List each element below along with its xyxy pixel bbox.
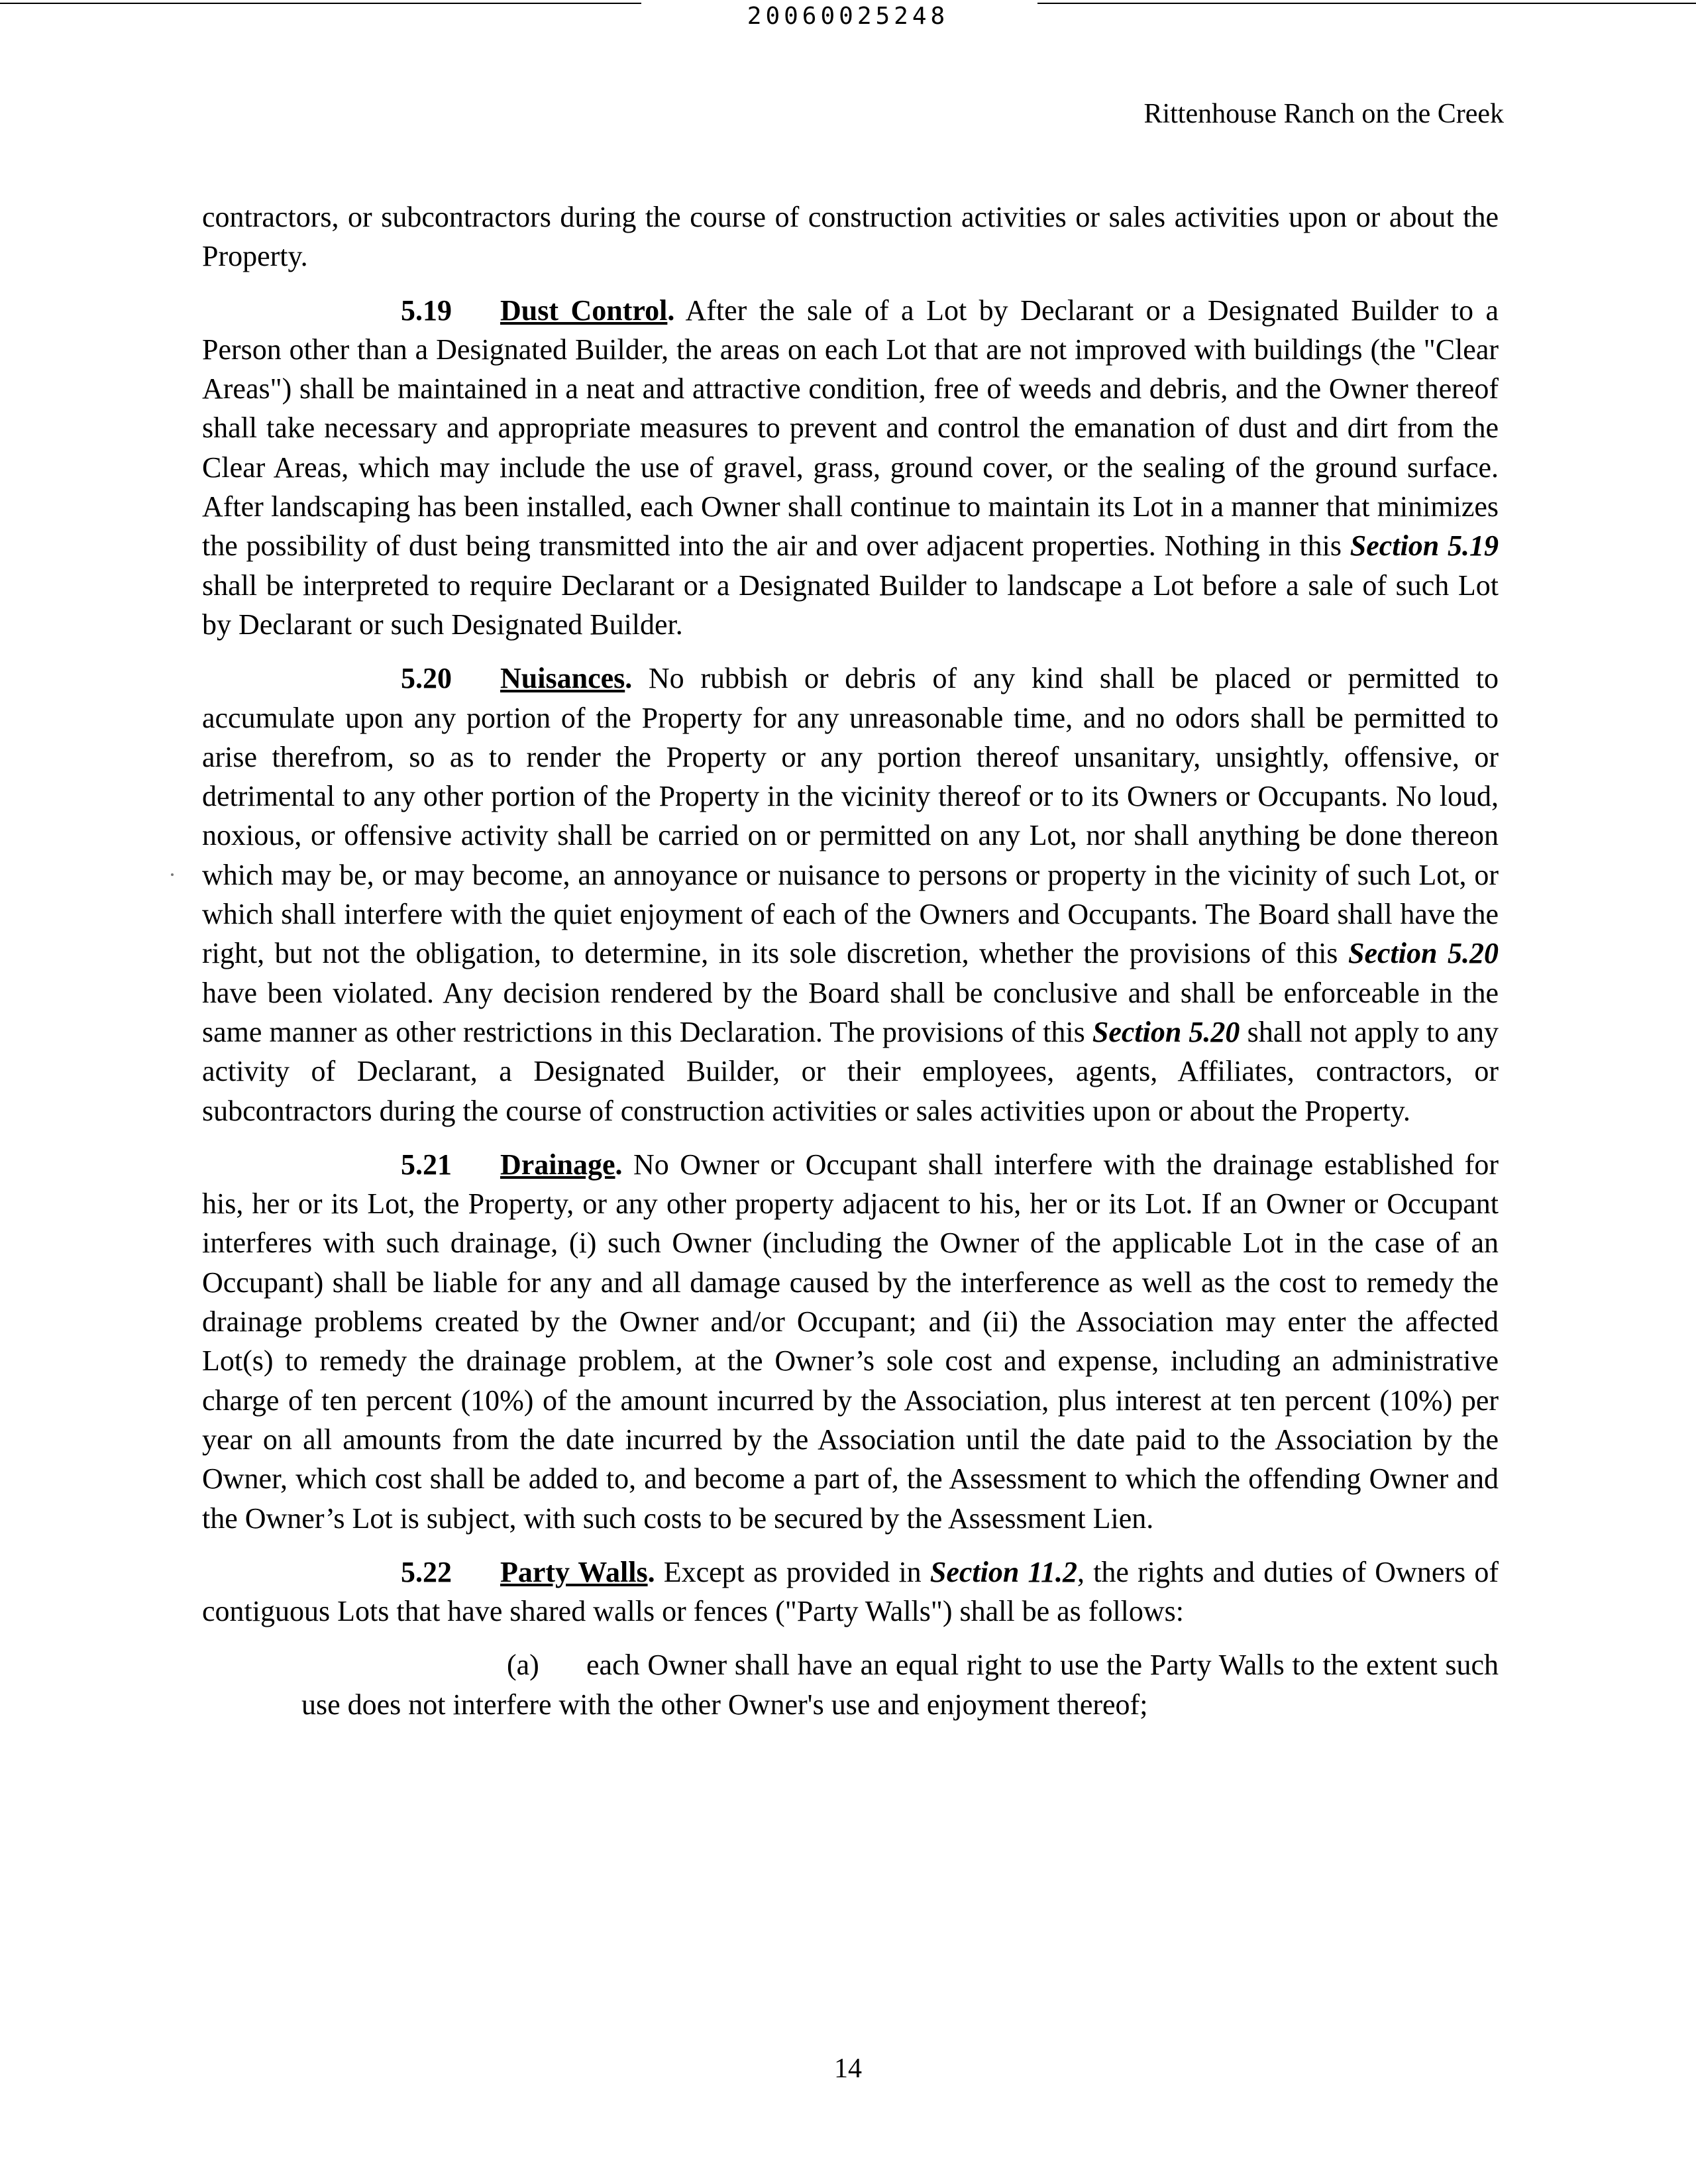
section-title: Drainage [500, 1148, 615, 1181]
section-title: Dust Control [500, 294, 668, 327]
section-number: 5.20 [401, 662, 452, 695]
running-header: Rittenhouse Ranch on the Creek [1143, 99, 1504, 129]
section-text: After the sale of a Lot by Declarant or a Designated Builder to a Person other than a Designated Builder, the areas on each Lot that are not improved with buildings (the "Clear Areas") shall be maintained in a neat and attractive condition, free of weeds and debris, and the Owner thereof shall take necessary and appropriate measures to prevent and control the emanation of dust and dirt from the Clear Areas, which may include the use of gravel, grass, ground cover, or the sealing of the ground surface. After landscaping has been installed, each Owner shall continue to maintain its Lot in a manner that minimizes the possibility of dust being transmitted into the air and over adjacent properties. Nothing in this [202, 294, 1499, 563]
section-5-21: 5.21 Drainage. No Owner or Occupant shall interfere with the drainage established for his, her or its Lot, the Property, or any other property adjacent to his, her or its Lot. If an Owner or Occupant interferes with such drainage, (i) such Owner (including the Owner of the applicable Lot in the case of an Occupant) shall be liable for any and all damage caused by the interference as well as the cost to remedy the drainage problems created by the Owner and/or Occupant; and (ii) the Association may enter the affected Lot(s) to remedy the drainage problem, at the Owner’s sole cost and expense, including an administrative charge of ten percent (10%) of the amount incurred by the Association, plus interest at ten percent (10%) per year on all amounts from the date incurred by the Association until the date paid to the Association by the Owner, which cost shall be added to, and become a part of, the Assessment to which the offending Owner and the Owner’s Lot is subject, with such costs to be secured by the Assessment Lien. [202, 1145, 1499, 1538]
subitem-a [202, 1645, 1499, 1724]
section-text: Except as provided in [655, 1555, 930, 1588]
section-5-19: 5.19 Dust Control. After the sale of a Lot by Declarant or a Designated Builder to a Person other than a Designated Builder, the areas on each Lot that are not improved with buildings (the "Clear Areas") shall be maintained in a neat and attractive condition, free of weeds and debris, and the Owner thereof shall take necessary and appropriate measures to prevent and control the emanation of dust and dirt from the Clear Areas, which may include the use of gravel, grass, ground cover, or the sealing of the ground surface. After landscaping has been installed, each Owner shall continue to maintain its Lot in a manner that minimizes the possibility of dust being transmitted into the air and over adjacent properties. Nothing in this Section 5.19 shall be interpreted to require Declarant or a Designated Builder to landscape a Lot before a sale of such Lot by Declarant or such Designated Builder. [202, 291, 1499, 645]
page-number: 14 [834, 2053, 862, 2084]
section-reference: Section 5.19 [1350, 529, 1499, 563]
page-body [202, 197, 1499, 1724]
section-text: have been violated. Any decision rendered by the Board shall be conclusive and shall be enforceable in the same manner as other restrictions in this Declaration. The provisions of this [202, 976, 1499, 1048]
section-reference: Section 11.2 [929, 1555, 1078, 1588]
section-text: No Owner or Occupant shall interfere with the drainage established for his, her or its Lot, the Property, or any other property adjacent to his, her or its Lot. If an Owner or Occupant interferes with such drainage, (i) such Owner (including the Owner of the applicable Lot in the case of an Occupant) shall be liable for any and all damage caused by the interference as well as the cost to remedy the drainage problems created by the Owner and/or Occupant; and (ii) the Association may enter the affected Lot(s) to remedy the drainage problem, at the Owner’s sole cost and expense, including an administrative charge of ten percent (10%) of the amount incurred by the Association, plus interest at ten percent (10%) per year on all amounts from the date incurred by the Association until the date paid to the Association by the Owner, which cost shall be added to, and become a part of, the Assessment to which the offending Owner and the Owner’s Lot is subject, with such costs to be secured by the Assessment Lien. [202, 1148, 1499, 1535]
section-5-22: 5.22 Party Walls. Except as provided in Section 11.2, the rights and duties of Owners of contiguous Lots that have shared walls or fences ("Party Walls") shall be as follows: [202, 1553, 1499, 1631]
section-text: shall not apply to any activity of Declarant, a Designated Builder, or their employees, agents, Affiliates, contractors, or subcontractors during the course of construction activities or sales activities upon or about the Property. [202, 1015, 1499, 1127]
continued-paragraph: contractors, or subcontractors during the course of construction activities or sales activities upon or about the Property. [202, 201, 1499, 273]
scan-mark [171, 873, 174, 876]
document-number: 20060025248 [747, 3, 949, 30]
section-text: No rubbish or debris of any kind shall be placed or permitted to accumulate upon any portion of the Property for any unreasonable time, and no odors shall be permitted to arise therefrom, so as to render the Property or any portion thereof unsanitary, unsightly, offensive, or detrimental to any other portion of the Property in the vicinity thereof or to its Owners or Occupants. No loud, noxious, or offensive activity shall be carried on or permitted on any Lot, nor shall anything be done thereon which may be, or may become, an annoyance or nuisance to persons or property in the vicinity of such Lot, or which shall interfere with the quiet enjoyment of each of the Owners and Occupants. The Board shall have the right, but not the obligation, to determine, in its sole discretion, whether the provisions of this [202, 662, 1499, 970]
subitem-text: each Owner shall have an equal right to use the Party Walls to the extent such use does not interfere with the other Owner's use and enjoyment thereof; [301, 1649, 1499, 1721]
section-number: 5.22 [401, 1555, 452, 1588]
section-title: Party Walls [500, 1555, 648, 1588]
subitem-label: (a) [507, 1649, 539, 1682]
section-reference: Section 5.20 [1348, 937, 1499, 970]
section-number: 5.19 [401, 294, 452, 327]
section-text: shall be interpreted to require Declarant or a Designated Builder to landscape a Lot before a sale of such Lot by Declarant or such Designated Builder. [202, 569, 1499, 641]
section-number: 5.21 [401, 1148, 452, 1181]
section-text: , the rights and duties of Owners of contiguous Lots that have shared walls or fences ("Party Walls") shall be as follows: [202, 1555, 1499, 1628]
section-reference: Section 5.20 [1092, 1015, 1240, 1048]
section-title: Nuisances [500, 662, 625, 695]
section-5-20: 5.20 Nuisances. No rubbish or debris of any kind shall be placed or permitted to accumulate upon any portion of the Property for any unreasonable time, and no odors shall be permitted to arise therefrom, so as to render the Property or any portion thereof unsanitary, unsightly, offensive, or detrimental to any other portion of the Property in the vicinity thereof or to its Owners or Occupants. No loud, noxious, or offensive activity shall be carried on or permitted on any Lot, nor shall anything be done thereon which may be, or may become, an annoyance or nuisance to persons or property in the vicinity of such Lot, or which shall interfere with the quiet enjoyment of each of the Owners and Occupants. The Board shall have the right, but not the obligation, to determine, in its sole discretion, whether the provisions of this Section 5.20 have been violated. Any decision rendered by the Board shall be conclusive and shall be enforceable in the same manner as other restrictions in this Declaration. The provisions of this Section 5.20 shall not apply to any activity of Declarant, a Designated Builder, or their employees, agents, Affiliates, contractors, or subcontractors during the course of construction activities or sales activities upon or about the Property. [202, 659, 1499, 1130]
